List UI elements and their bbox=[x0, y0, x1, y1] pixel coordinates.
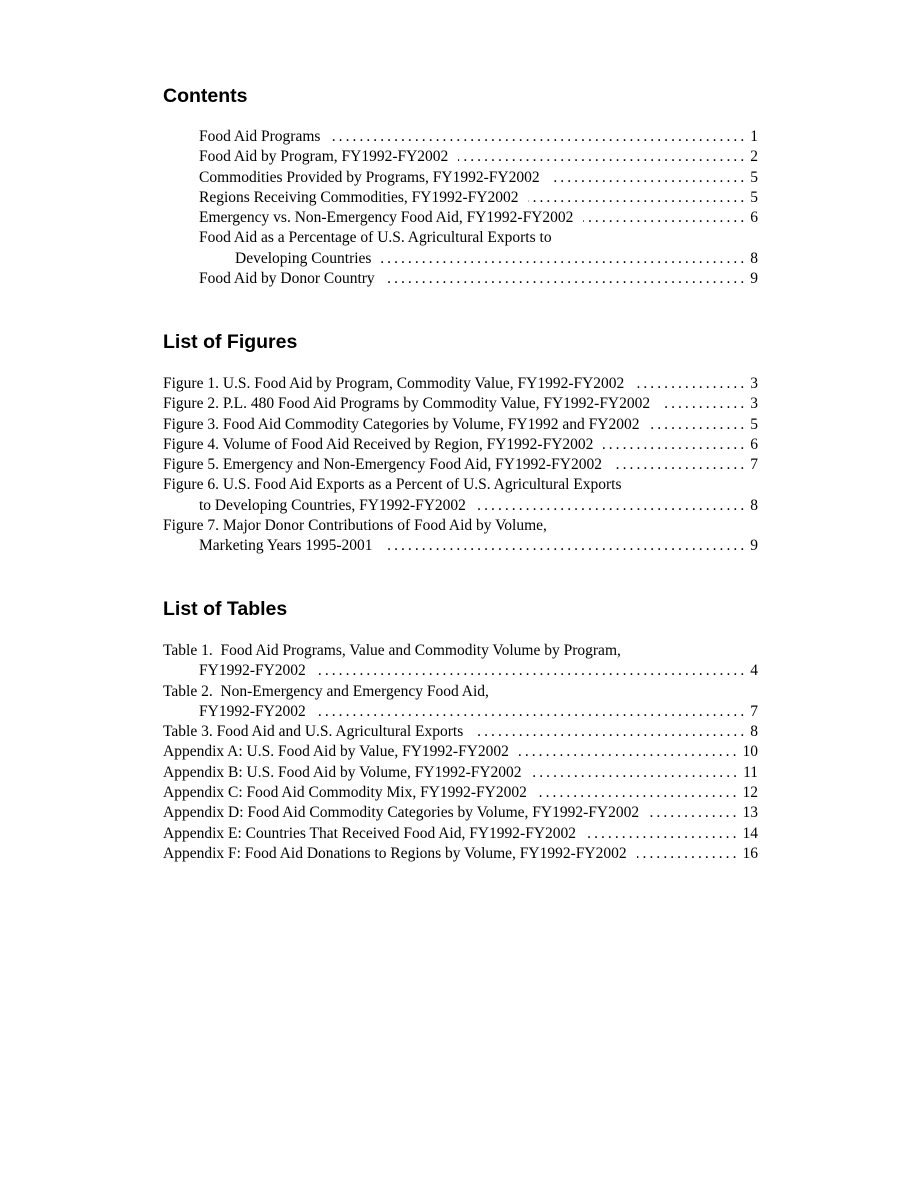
figure-page-number: 3 bbox=[750, 395, 758, 413]
appendix-entry[interactable] bbox=[163, 763, 758, 783]
appendix-page-number: 10 bbox=[742, 743, 758, 761]
dot-leader bbox=[473, 722, 747, 742]
figure-entry[interactable] bbox=[163, 415, 758, 435]
figure-entry[interactable] bbox=[163, 455, 758, 475]
toc-page-number: 9 bbox=[750, 270, 758, 288]
dot-leader bbox=[634, 374, 747, 394]
toc-entry[interactable] bbox=[163, 147, 758, 167]
figure-entry[interactable] bbox=[163, 475, 758, 516]
figure-page-number: 6 bbox=[750, 435, 758, 453]
toc-entry[interactable] bbox=[163, 168, 758, 188]
figure-entry-text: Figure 6. U.S. Food Aid Exports as a Percent of U.S. Agricultural Exports bbox=[163, 476, 622, 494]
dot-leader bbox=[458, 147, 747, 167]
toc-entry[interactable] bbox=[163, 208, 758, 228]
dot-leader bbox=[537, 783, 740, 803]
figure-page-number: 8 bbox=[750, 496, 758, 514]
figure-page-number: 5 bbox=[750, 415, 758, 433]
appendix-entry-text: Appendix D: Food Aid Commodity Categories by Volume, FY1992-FY2002 bbox=[163, 804, 640, 822]
dot-leader bbox=[316, 702, 747, 722]
dot-leader bbox=[532, 763, 741, 783]
appendix-page-number: 12 bbox=[742, 784, 758, 802]
dot-leader bbox=[583, 208, 747, 228]
toc-page-number: 2 bbox=[750, 148, 758, 166]
figure-entry[interactable] bbox=[163, 374, 758, 394]
dot-leader bbox=[586, 824, 739, 844]
dot-leader bbox=[330, 127, 747, 147]
dot-leader bbox=[649, 803, 739, 823]
appendix-entry[interactable] bbox=[163, 824, 758, 844]
dot-leader bbox=[381, 249, 747, 269]
toc-entry-text: Regions Receiving Commodities, FY1992-FY2002 bbox=[199, 188, 519, 206]
dot-leader bbox=[637, 844, 740, 864]
toc-entry-text: Food Aid as a Percentage of U.S. Agricultural Exports to bbox=[199, 229, 552, 247]
contents-heading: Contents bbox=[163, 85, 248, 107]
figure-entry[interactable] bbox=[163, 516, 758, 557]
appendix-entry-text: Appendix C: Food Aid Commodity Mix, FY1992-FY2002 bbox=[163, 784, 527, 802]
table-entry-text: Table 1. Food Aid Programs, Value and Commodity Volume by Program, bbox=[163, 642, 621, 659]
toc-entry[interactable] bbox=[163, 188, 758, 208]
toc-entry-text: Emergency vs. Non-Emergency Food Aid, FY1992-FY2002 bbox=[199, 209, 574, 227]
toc-entry-text: Commodities Provided by Programs, FY1992-FY2002 bbox=[199, 168, 540, 186]
dot-leader bbox=[612, 455, 747, 475]
figure-page-number: 9 bbox=[750, 537, 758, 555]
figure-entry-text: Figure 1. U.S. Food Aid by Program, Commodity Value, FY1992-FY2002 bbox=[163, 375, 625, 392]
figure-entry-text: Figure 2. P.L. 480 Food Aid Programs by Commodity Value, FY1992-FY2002 bbox=[163, 395, 651, 413]
figure-entry[interactable] bbox=[163, 394, 758, 414]
toc-page-number: 5 bbox=[750, 168, 758, 186]
dot-leader bbox=[316, 661, 747, 681]
toc-page-number: 5 bbox=[750, 188, 758, 206]
appendix-entry-text: Appendix B: U.S. Food Aid by Volume, FY1992-FY2002 bbox=[163, 763, 522, 781]
dot-leader bbox=[650, 415, 748, 435]
dot-leader bbox=[476, 496, 747, 516]
dot-leader bbox=[550, 168, 748, 188]
appendix-entry[interactable] bbox=[163, 783, 758, 803]
figure-entry-text-continued: Marketing Years 1995-2001 bbox=[199, 537, 373, 555]
table-entry-text: Table 2. Non-Emergency and Emergency Food Aid, bbox=[163, 682, 489, 700]
appendix-page-number: 13 bbox=[742, 804, 758, 822]
toc-page-number: 6 bbox=[750, 209, 758, 227]
appendix-page-number: 14 bbox=[742, 824, 758, 842]
contents-list bbox=[163, 127, 758, 289]
toc-entry[interactable] bbox=[163, 228, 758, 269]
figure-entry-text: Figure 3. Food Aid Commodity Categories by Volume, FY1992 and FY2002 bbox=[163, 415, 640, 433]
tables-heading: List of Tables bbox=[163, 598, 288, 620]
appendix-entry-text: Appendix A: U.S. Food Aid by Value, FY1992-FY2002 bbox=[163, 743, 509, 761]
dot-leader bbox=[519, 742, 740, 762]
appendix-entry-text: Appendix E: Countries That Received Food Aid, FY1992-FY2002 bbox=[163, 824, 577, 842]
table-entry[interactable] bbox=[163, 722, 758, 742]
table-page-number: 4 bbox=[750, 662, 758, 680]
appendix-page-number: 11 bbox=[743, 763, 758, 781]
dot-leader bbox=[383, 536, 748, 556]
tables-list bbox=[163, 641, 758, 864]
toc-entry[interactable] bbox=[163, 269, 758, 289]
figure-entry-text-continued: to Developing Countries, FY1992-FY2002 bbox=[199, 496, 466, 514]
figures-heading: List of Figures bbox=[163, 331, 298, 353]
figure-entry[interactable] bbox=[163, 435, 758, 455]
dot-leader bbox=[660, 394, 747, 414]
table-entry-text-continued: FY1992-FY2002 bbox=[199, 662, 306, 680]
figure-page-number: 3 bbox=[750, 375, 758, 392]
table-entry-text: Table 3. Food Aid and U.S. Agricultural Exports bbox=[163, 723, 464, 741]
toc-entry-text: Food Aid by Program, FY1992-FY2002 bbox=[199, 148, 449, 166]
figure-page-number: 7 bbox=[750, 456, 758, 474]
toc-entry-text-continued: Developing Countries bbox=[235, 249, 372, 267]
figure-entry-text: Figure 4. Volume of Food Aid Received by Region, FY1992-FY2002 bbox=[163, 435, 594, 453]
table-page-number: 7 bbox=[750, 702, 758, 720]
figures-list bbox=[163, 374, 758, 557]
figure-entry-text: Figure 7. Major Donor Contributions of Food Aid by Volume, bbox=[163, 517, 547, 535]
dot-leader bbox=[528, 188, 747, 208]
table-entry[interactable] bbox=[163, 641, 758, 682]
figure-entry-text: Figure 5. Emergency and Non-Emergency Food Aid, FY1992-FY2002 bbox=[163, 456, 602, 474]
table-entry-text-continued: FY1992-FY2002 bbox=[199, 702, 306, 720]
toc-entry[interactable] bbox=[163, 127, 758, 147]
dot-leader bbox=[603, 435, 747, 455]
appendix-entry-text: Appendix F: Food Aid Donations to Regions by Volume, FY1992-FY2002 bbox=[163, 844, 627, 862]
table-entry[interactable] bbox=[163, 682, 758, 723]
toc-page-number: 8 bbox=[750, 249, 758, 267]
toc-entry-text: Food Aid Programs bbox=[199, 128, 321, 145]
appendix-entry[interactable] bbox=[163, 742, 758, 762]
appendix-entry[interactable] bbox=[163, 803, 758, 823]
toc-page-number: 1 bbox=[750, 128, 758, 145]
appendix-page-number: 16 bbox=[742, 844, 758, 862]
table-page-number: 8 bbox=[750, 723, 758, 741]
toc-entry-text: Food Aid by Donor Country bbox=[199, 270, 375, 288]
appendix-entry[interactable] bbox=[163, 844, 758, 864]
dot-leader bbox=[385, 269, 748, 289]
